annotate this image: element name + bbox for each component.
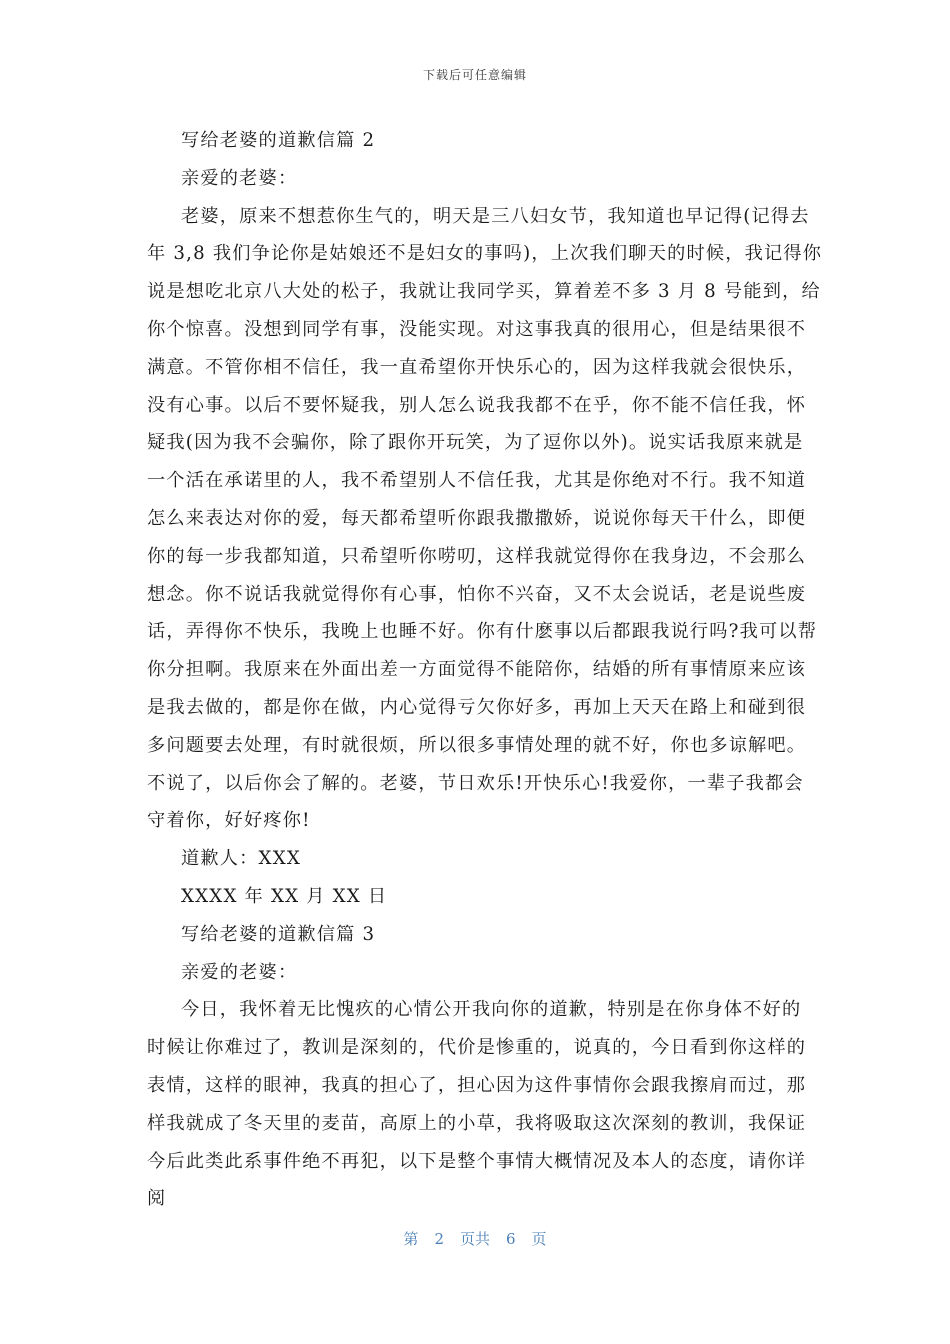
paragraph-line: 满意。不管你相不信任，我一直希望你开快乐心的，因为这样我就会很快乐， xyxy=(147,356,807,378)
paragraph-line: 老婆，原来不想惹你生气的，明天是三八妇女节，我知道也早记得(记得去 xyxy=(181,205,810,227)
paragraph-line: 是我去做的，都是你在做，内心觉得亏欠你好多，再加上天天在路上和碰到很 xyxy=(147,696,807,718)
footer-suffix: 页 xyxy=(531,1230,547,1248)
paragraph-line: 你个惊喜。没想到同学有事，没能实现。对这事我真的很用心，但是结果很不 xyxy=(147,318,807,340)
section-2-body xyxy=(147,198,823,841)
paragraph-line: 想念。你不说话我就觉得你有心事，怕你不兴奋，又不太会说话，老是说些废 xyxy=(147,583,807,605)
paragraph-line: 今后此类此系事件绝不再犯，以下是整个事情大概情况及本人的态度，请你详 xyxy=(147,1150,807,1172)
footer-prefix: 第 xyxy=(403,1230,419,1248)
paragraph-line: 年 3,8 我们争论你是姑娘还不是妇女的事吗)，上次我们聊天的时候，我记得你 xyxy=(147,243,823,265)
paragraph-line: 今日，我怀着无比愧疚的心情公开我向你的道歉，特别是在你身体不好的 xyxy=(181,999,802,1021)
paragraph-line: 一个活在承诺里的人，我不希望别人不信任我，尤其是你绝对不行。我不知道 xyxy=(147,470,807,492)
paragraph-line: 守着你，好好疼你! xyxy=(147,810,311,832)
footer-middle: 页共 xyxy=(459,1230,490,1248)
section-2-title: 写给老婆的道歉信篇 2 xyxy=(181,130,376,151)
paragraph-line: 说是想吃北京八大处的松子，我就让我同学买，算着差不多 3 月 8 号能到，给 xyxy=(147,281,821,303)
header-note: 下载后可任意编辑 xyxy=(422,68,527,82)
page-footer xyxy=(0,1228,950,1249)
footer-current-page: 2 xyxy=(434,1230,444,1248)
paragraph-line: 怎么来表达对你的爱，每天都希望听你跟我撒撒娇，说说你每天干什么，即便 xyxy=(147,507,807,529)
paragraph-line: 时候让你难过了，教训是深刻的，代价是惨重的，说真的，今日看到你这样的 xyxy=(147,1037,807,1059)
section-2-date: XXXX 年 XX 月 XX 日 xyxy=(181,885,388,907)
footer-total-pages: 6 xyxy=(506,1230,516,1248)
paragraph-line: 疑我(因为我不会骗你，除了跟你开玩笑，为了逗你以外)。说实话我原来就是 xyxy=(147,432,804,454)
paragraph-line: 话，弄得你不快乐，我晚上也睡不好。你有什麽事以后都跟我说行吗?我可以帮 xyxy=(147,621,818,643)
paragraph-line: 表情，这样的眼神，我真的担心了，担心因为这件事情你会跟我擦肩而过，那 xyxy=(147,1074,807,1096)
section-3-title: 写给老婆的道歉信篇 3 xyxy=(181,923,376,945)
paragraph-line: 多问题要去处理，有时就很烦，所以很多事情处理的就不好，你也多谅解吧。 xyxy=(147,734,807,756)
paragraph-line: 你的每一步我都知道，只希望听你唠叨，这样我就觉得你在我身边，不会那么 xyxy=(147,545,807,567)
paragraph-line: 不说了，以后你会了解的。老婆，节日欢乐!开快乐心!我爱你，一辈子我都会 xyxy=(147,772,804,794)
section-2-signature: 道歉人：XXX xyxy=(181,848,301,870)
paragraph-line: 你分担啊。我原来在外面出差一方面觉得不能陪你，结婚的所有事情原来应该 xyxy=(147,659,807,681)
section-3-greeting: 亲爱的老婆： xyxy=(181,961,298,983)
document-body xyxy=(147,122,823,1218)
paragraph-line: 阅 xyxy=(147,1188,167,1210)
section-3-body xyxy=(147,991,807,1218)
paragraph-line: 样我就成了冬天里的麦苗，高原上的小草，我将吸取这次深刻的教训，我保证 xyxy=(147,1112,807,1134)
section-2-greeting: 亲爱的老婆： xyxy=(181,167,298,189)
paragraph-line: 没有心事。以后不要怀疑我，别人怎么说我我都不在乎，你不能不信任我，怀 xyxy=(147,394,807,416)
